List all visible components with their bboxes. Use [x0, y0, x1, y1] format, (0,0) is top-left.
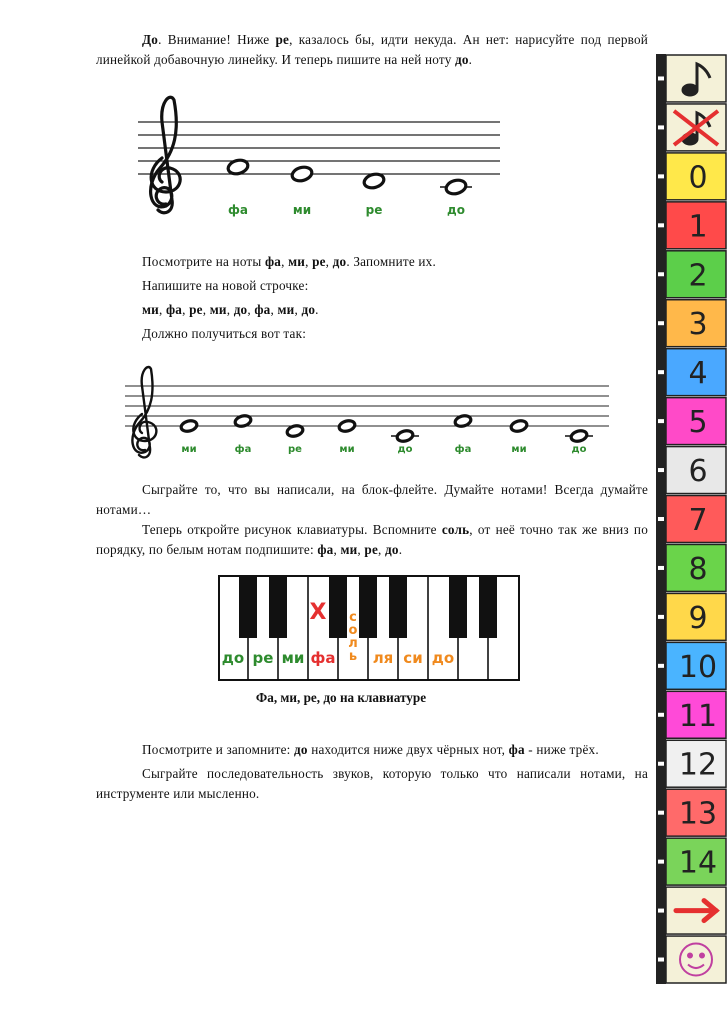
note-re: ре	[275, 32, 290, 47]
sidebar-item-label: 9	[688, 600, 708, 636]
x-mark: Х	[309, 600, 327, 625]
note-do: до	[385, 542, 399, 557]
sidebar-item-label: 8	[688, 551, 708, 587]
black-key	[329, 576, 347, 638]
note-fa: фа	[317, 542, 334, 557]
text-span: ,	[226, 302, 234, 317]
sidebar-item[interactable]	[658, 789, 726, 836]
note-label: ми	[292, 203, 312, 217]
text-span: ,	[247, 302, 255, 317]
sidebar-item-label: 13	[678, 796, 718, 832]
note-label: до	[397, 444, 413, 455]
key-label: до	[431, 649, 455, 667]
keyboard-paragraph	[96, 520, 648, 560]
note-label: ре	[288, 444, 302, 455]
result-paragraph: Должно получиться вот так:	[142, 326, 307, 341]
piano-keyboard	[218, 575, 520, 681]
key-label: фа	[310, 649, 336, 667]
text-span: ,	[294, 302, 302, 317]
text-span: Посмотрите на ноты	[142, 254, 265, 269]
sidebar-item[interactable]	[658, 642, 726, 689]
sidebar-item-label: 4	[688, 356, 708, 392]
whole-note	[391, 429, 419, 443]
sidebar-item-label: 2	[688, 258, 708, 294]
note-sol: соль	[441, 522, 470, 537]
sidebar-item[interactable]	[658, 104, 726, 151]
staff-one	[130, 88, 510, 228]
play-paragraph: Сыграйте то, что вы написали, на блок-флейте. Думайте нотами! Всегда думайте нотами…	[96, 482, 648, 517]
note-mi: ми	[340, 542, 358, 557]
text-span: ,	[305, 254, 313, 269]
black-key	[239, 576, 257, 638]
text-span: . Запомните их.	[346, 254, 436, 269]
sidebar-item[interactable]	[658, 544, 726, 591]
intro-paragraph	[96, 30, 648, 70]
text-span: ,	[325, 254, 333, 269]
note-fa: фа	[165, 302, 183, 317]
treble-clef-icon	[151, 97, 181, 213]
write-paragraph: Напишите на новой строчке:	[142, 278, 309, 293]
key-label: ре	[252, 649, 274, 667]
sidebar-item[interactable]	[658, 838, 726, 885]
text-span: .	[468, 52, 473, 67]
text-span: находится ниже двух чёрных нот,	[307, 742, 509, 757]
sidebar-item[interactable]	[658, 740, 726, 787]
sidebar-item[interactable]	[658, 349, 726, 396]
note-label: ре	[365, 203, 383, 217]
text-span: .	[315, 302, 319, 317]
sidebar-item-label: 7	[688, 503, 708, 538]
sidebar-item[interactable]	[658, 153, 726, 200]
note-label: ми	[339, 444, 355, 455]
sidebar-item-label: 1	[688, 209, 708, 245]
treble-clef-icon	[132, 367, 156, 457]
text-span: , казалось бы, идти некуда. Ан нет: нарисуйте под первой линейкой добавочную линейку. И теперь пишите на ней ноту	[96, 32, 649, 67]
black-key	[479, 576, 497, 638]
sidebar-item[interactable]	[658, 55, 726, 102]
note-label: до	[571, 444, 587, 455]
sidebar-item[interactable]	[658, 447, 726, 494]
sidebar-item[interactable]	[658, 691, 726, 738]
black-key	[269, 576, 287, 638]
sidebar-item[interactable]	[658, 887, 726, 934]
note-label: фа	[227, 203, 249, 217]
text-span: ,	[281, 254, 289, 269]
key-label: си	[403, 649, 423, 667]
note-fa: фа	[254, 302, 271, 317]
key-label: ля	[372, 649, 394, 667]
note-mi: ми	[288, 254, 306, 269]
key-label-letter: л	[348, 636, 358, 651]
note-mi: ми	[209, 302, 227, 317]
keyboard-caption: Фа, ми, ре, до на клавиатуре	[255, 690, 427, 705]
sidebar-item[interactable]	[658, 251, 726, 298]
sidebar-item[interactable]	[658, 398, 726, 445]
sidebar-item-label: 5	[688, 405, 708, 441]
note-label: ми	[511, 444, 527, 455]
whole-note	[291, 165, 314, 183]
text-span: , от неё точно так же вниз по порядку, по белым нотам подпишите:	[96, 522, 648, 557]
sidebar-item-label: 10	[678, 649, 718, 685]
sidebar-item-label: 14	[678, 845, 718, 881]
note-mi: ми	[277, 302, 295, 317]
sidebar-item[interactable]	[658, 496, 726, 543]
sidebar-item[interactable]	[658, 300, 726, 347]
remember-paragraph	[142, 740, 662, 760]
whole-note	[363, 172, 386, 190]
note-fa: фа	[508, 742, 525, 757]
text-span: ,	[378, 542, 386, 557]
whole-note	[565, 429, 593, 443]
text-span: ,	[333, 542, 341, 557]
note-re: ре	[312, 254, 326, 269]
key-label-letter: о	[348, 623, 358, 638]
key-label-letter: ь	[348, 649, 358, 664]
sidebar-item-label: 11	[678, 698, 718, 734]
sidebar-item-label: 12	[678, 747, 718, 783]
sidebar-item[interactable]	[658, 936, 726, 983]
sidebar-item[interactable]	[658, 202, 726, 249]
note-do: до	[455, 52, 469, 67]
whole-note	[510, 419, 528, 433]
text-span: ,	[158, 302, 166, 317]
sidebar-item-label: 3	[688, 307, 708, 343]
text-span: ,	[357, 542, 365, 557]
key-label: до	[221, 649, 245, 667]
look-paragraph	[142, 252, 652, 272]
note-label: фа	[234, 444, 252, 455]
text-span: - ниже трёх.	[524, 742, 599, 757]
whole-note	[440, 178, 472, 196]
note-mi: ми	[142, 302, 159, 317]
whole-note	[180, 419, 198, 433]
whole-note	[338, 419, 356, 433]
chapter-sidebar	[656, 54, 728, 984]
key-label: ми	[281, 649, 305, 667]
sidebar-item-label: 6	[688, 454, 708, 490]
text-span: ,	[270, 302, 278, 317]
black-key	[449, 576, 467, 638]
note-do: до	[301, 302, 316, 317]
note-re: ре	[364, 542, 379, 557]
black-key	[389, 576, 407, 638]
text-span: .	[398, 542, 403, 557]
note-label: ми	[181, 444, 197, 455]
sequence-paragraph	[142, 300, 652, 320]
note-do: До	[142, 32, 159, 47]
sidebar-item-label: 0	[688, 160, 708, 196]
text-span: ,	[182, 302, 190, 317]
sidebar-item[interactable]	[658, 593, 726, 640]
note-fa: фа	[264, 254, 282, 269]
note-do: до	[233, 302, 248, 317]
staff-two	[115, 360, 615, 460]
text-span: Теперь откройте рисунок клавиатуры. Вспомните	[142, 522, 442, 537]
note-re: ре	[189, 302, 203, 317]
note-label: фа	[454, 444, 472, 455]
note-do: до	[332, 254, 347, 269]
text-span: Посмотрите и запомните:	[142, 742, 295, 757]
final-paragraph: Сыграйте последовательность звуков, которую только что написали нотами, на инструменте или мысленно.	[96, 766, 648, 801]
text-span: . Внимание! Ниже	[158, 32, 276, 47]
black-key	[359, 576, 377, 638]
note-label: до	[447, 203, 465, 217]
key-label-letter: с	[349, 610, 357, 625]
text-span: ,	[202, 302, 210, 317]
note-do: до	[294, 742, 308, 757]
